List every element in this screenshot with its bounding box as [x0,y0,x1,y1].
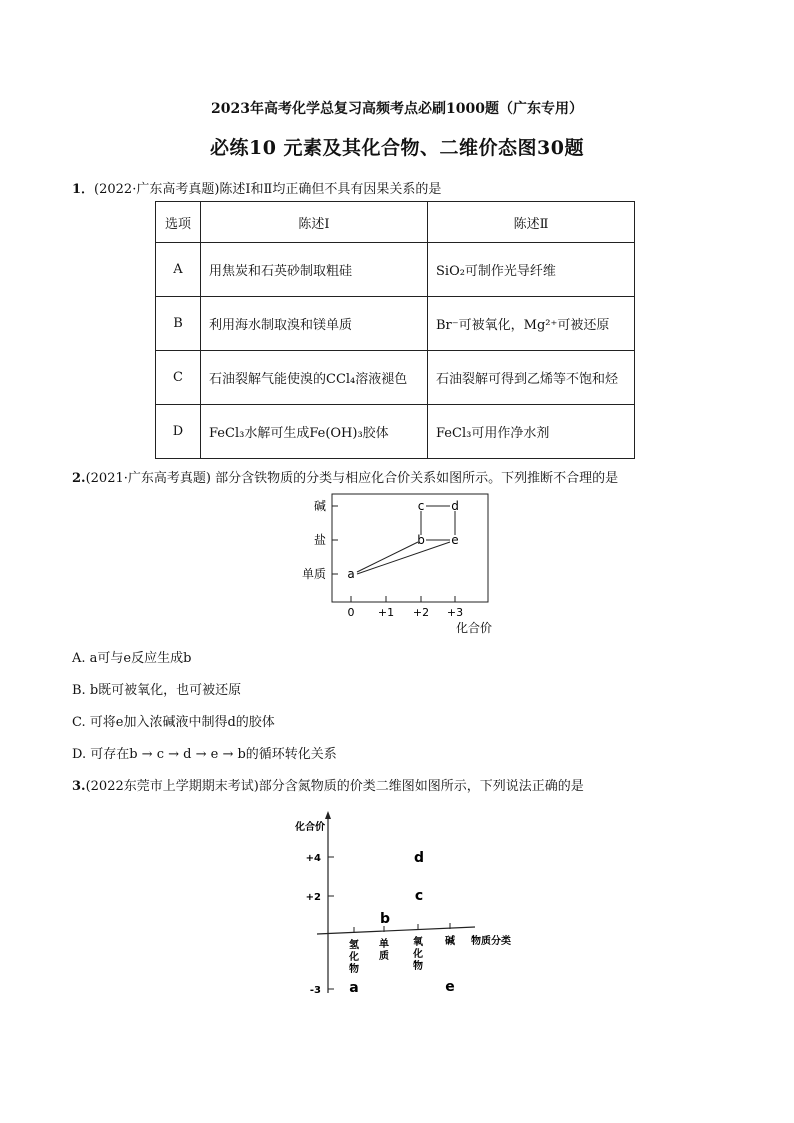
point-b: b [417,533,425,547]
x-axis [317,927,475,934]
point-c: c [417,499,425,513]
row-statement2: SiO₂可制作光导纤维 [428,243,635,297]
line-a-e [357,542,450,574]
y-label-salt: 盐 [313,533,326,547]
row-option: D [156,405,201,459]
col-header-statement2: 陈述Ⅱ [428,202,635,243]
line-a-b [357,542,418,572]
point-a: a [349,980,359,996]
q1-table [155,201,635,459]
x-category-hydride: 氢化物 [349,940,359,975]
q2-option-c: C. 可将e加入浓碱液中制得d的胶体 [72,715,275,730]
col-header-statement1: 陈述Ⅰ [201,202,428,243]
x-tick-label: 0 [347,606,355,619]
y-tick-label: -3 [309,985,321,996]
point-e: e [445,979,455,995]
q1-number: 1． [72,182,95,197]
q3-chart [275,808,530,1008]
table-row [156,405,635,459]
row-option: A [156,243,201,297]
q3-text: (2022东莞市上学期期末考试)部分含氮物质的价类二维图如图所示，下列说法正确的是 [85,779,584,794]
q2-number: 2. [72,471,86,486]
table-row [156,351,635,405]
row-statement2: FeCl₃可用作净水剂 [428,405,635,459]
q3-stem [72,775,584,794]
q1-text: (2022·广东高考真题)陈述Ⅰ和Ⅱ均正确但不具有因果关系的是 [94,182,442,197]
table-row [156,297,635,351]
q2-chart [290,488,510,638]
row-statement2: 石油裂解可得到乙烯等不饱和烃 [428,351,635,405]
x-tick-label: +3 [446,606,464,619]
x-tick-label: +2 [412,606,430,619]
y-axis-arrow [325,811,331,819]
chart-frame [332,494,488,602]
row-statement1: 用焦炭和石英砂制取粗硅 [201,243,428,297]
q2-option-a: A. a可与e反应生成b [72,651,192,666]
row-option: B [156,297,201,351]
x-category-oxide: 氧化物 [413,937,423,972]
table-header-row [156,202,635,243]
doc-subtitle: 必练10 元素及其化合物、二维价态图30题 [210,137,584,159]
row-statement1: 石油裂解气能使溴的CCl₄溶液褪色 [201,351,428,405]
row-statement1: 利用海水制取溴和镁单质 [201,297,428,351]
doc-title: 2023年高考化学总复习高频考点必刷1000题（广东专用） [211,101,583,117]
point-c: c [414,888,424,904]
row-option: C [156,351,201,405]
x-axis-label: 物质分类 [471,936,511,947]
point-e: e [451,533,459,547]
x-category-element: 单质 [379,939,389,962]
x-category-base: 碱 [445,936,455,947]
q2-option-d: D. 可存在b → c → d → e → b的循环转化关系 [72,747,337,762]
col-header-option: 选项 [156,202,201,243]
q2-text: (2021·广东高考真题) 部分含铁物质的分类与相应化合价关系如图所示。下列推断不合理的是 [85,471,619,486]
q1-stem [72,178,441,197]
y-label-base: 碱 [313,499,326,513]
row-statement1: FeCl₃水解可生成Fe(OH)₃胶体 [201,405,428,459]
point-a: a [347,567,355,581]
y-label-element: 单质 [301,567,326,581]
x-tick-label: +1 [377,606,395,619]
table-row [156,243,635,297]
point-d: d [413,850,425,866]
y-tick-label: +4 [305,853,321,864]
q2-option-b: B. b既可被氧化，也可被还原 [72,683,242,698]
row-statement2: Br⁻可被氧化，Mg²⁺可被还原 [428,297,635,351]
q2-stem [72,467,618,486]
y-axis-label: 化合价 [295,822,325,833]
point-d: d [451,499,459,513]
point-b: b [379,911,391,927]
x-axis-label: 化合价 [455,621,493,635]
y-tick-label: +2 [305,892,321,903]
q3-number: 3. [72,779,86,794]
